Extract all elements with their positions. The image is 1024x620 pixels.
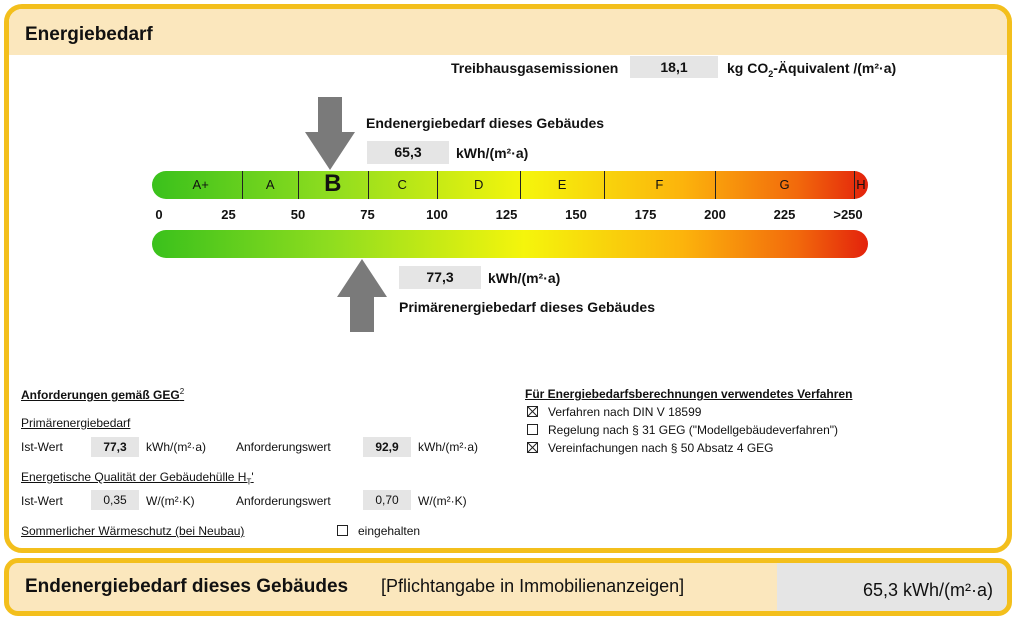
method-checkbox[interactable]	[527, 406, 538, 417]
end-energy-arrow-icon	[305, 97, 355, 170]
energy-gradient-bar	[152, 230, 868, 258]
scale-divider	[242, 171, 243, 199]
energy-class-a: A	[265, 177, 275, 192]
footer-value-box	[777, 563, 1007, 611]
scale-tick: 200	[704, 207, 726, 222]
scale-divider	[520, 171, 521, 199]
primary-anf-label: Anforderungswert	[236, 440, 331, 454]
method-option-label: Verfahren nach DIN V 18599	[548, 405, 702, 419]
scale-tick: 0	[155, 207, 163, 222]
method-title: Für Energiebedarfsberechnungen verwendetes Verfahren	[525, 387, 853, 401]
envelope-anf-unit: W/(m²·K)	[418, 494, 467, 508]
primary-anf-unit: kWh/(m²·a)	[418, 440, 478, 454]
summer-protection-title: Sommerlicher Wärmeschutz (bei Neubau)	[21, 524, 245, 538]
envelope-ist-value: 0,35	[91, 490, 139, 510]
requirements-title: Anforderungen gemäß GEG$^2$	[21, 387, 185, 402]
envelope-ist-label: Ist-Wert	[21, 494, 63, 508]
envelope-ist-unit: W/(m²·K)	[146, 494, 195, 508]
method-option-label: Vereinfachungen nach § 50 Absatz 4 GEG	[548, 441, 774, 455]
envelope-requirement-title: Energetische Qualität der Gebäudehülle $H_T'$	[21, 470, 254, 487]
energy-class-f: F	[655, 177, 664, 192]
emission-value: 18,1	[630, 56, 718, 78]
footer-value: 65,3 kWh/(m²·a)	[862, 580, 993, 600]
panel-title: Energiebedarf	[25, 24, 153, 45]
energy-class-d: D	[473, 177, 484, 192]
footer-note: [Pflichtangabe in Immobilienanzeigen]	[381, 576, 685, 596]
scale-tick: 75	[360, 207, 375, 222]
primary-ist-label: Ist-Wert	[21, 440, 63, 454]
envelope-anf-value: 0,70	[363, 490, 411, 510]
summer-protection-checkbox[interactable]	[337, 525, 348, 536]
scale-tick: 100	[426, 207, 448, 222]
energy-class-e: E	[557, 177, 567, 192]
footer-title: Endenergiebedarf dieses Gebäudes	[25, 576, 349, 597]
energy-class-c: C	[397, 177, 407, 192]
energy-class-scale	[152, 171, 868, 199]
end-energy-unit: kWh/(m²·a)	[456, 145, 529, 161]
primary-anf-value: 92,9	[363, 437, 411, 457]
scale-tick: 175	[634, 207, 657, 222]
method-checkbox[interactable]	[527, 424, 538, 435]
scale-divider	[854, 171, 855, 199]
energy-class-aplus: A+	[192, 177, 209, 192]
scale-divider	[437, 171, 438, 199]
primary-energy-unit: kWh/(m²·a)	[488, 270, 561, 286]
summer-protection-label: eingehalten	[358, 524, 421, 538]
scale-tick: 225	[773, 207, 796, 222]
scale-tick: 150	[565, 207, 587, 222]
scale-divider	[368, 171, 369, 199]
energy-class-g: G	[779, 177, 790, 192]
scale-tick: >250	[833, 207, 863, 222]
method-checkbox[interactable]	[527, 442, 538, 453]
primary-ist-unit: kWh/(m²·a)	[146, 440, 206, 454]
primary-ist-value: 77,3	[91, 437, 139, 457]
energy-class-b: B	[324, 170, 342, 197]
primary-energy-value: 77,3	[399, 266, 481, 289]
primary-energy-label: Primärenergiebedarf dieses Gebäudes	[399, 299, 655, 315]
emission-unit: kg $CO_2$-Äquivalent /(m²·a)	[727, 60, 897, 79]
end-energy-value: 65,3	[367, 141, 449, 164]
scale-tick: 25	[221, 207, 236, 222]
scale-divider	[604, 171, 605, 199]
scale-divider	[715, 171, 716, 199]
method-option-label: Regelung nach § 31 GEG ("Modellgebäudeverfahren")	[548, 423, 839, 437]
primary-energy-arrow-icon	[337, 259, 387, 332]
energy-class-h: H	[856, 177, 866, 192]
panel-header	[9, 9, 1007, 55]
scale-divider	[298, 171, 299, 199]
footer-panel	[4, 558, 1012, 616]
primary-requirement-title: Primärenergiebedarf	[21, 416, 131, 430]
envelope-anf-label: Anforderungswert	[236, 494, 331, 508]
emission-label: Treibhausgasemissionen	[451, 60, 619, 76]
scale-tick: 125	[495, 207, 518, 222]
end-energy-label: Endenergiebedarf dieses Gebäudes	[366, 115, 605, 131]
scale-tick: 50	[290, 207, 306, 222]
